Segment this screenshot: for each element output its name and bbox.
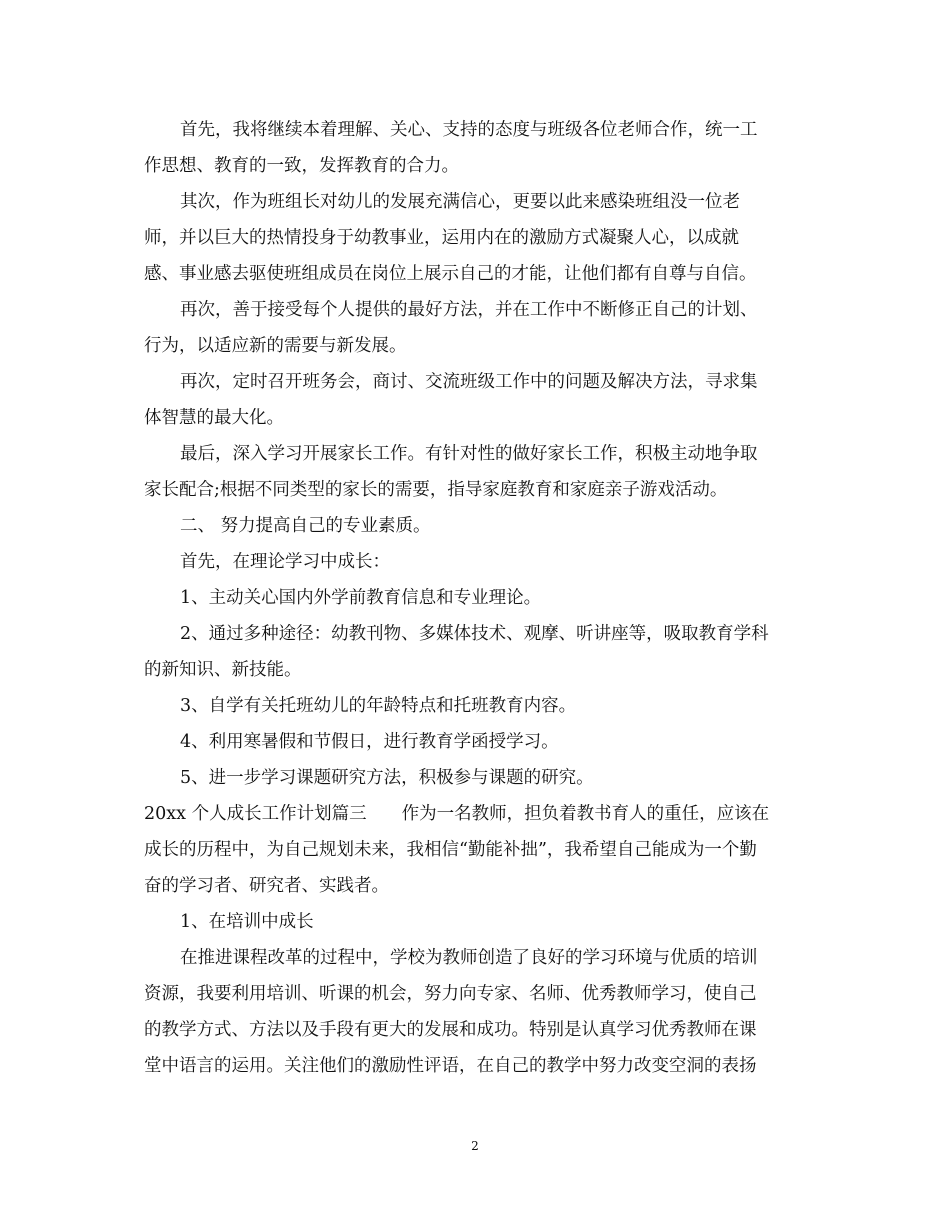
text-line: 感、事业感去驱使班组成员在岗位上展示自己的才能，让他们都有自尊与自信。 [144, 264, 757, 284]
text-line: 奋的学习者、研究者、实践者。 [144, 876, 389, 896]
text-line: 再次，善于接受每个人提供的最好方法，并在工作中不断修正自己的计划、 [180, 300, 758, 320]
text-line: 的新知识、新技能。 [144, 660, 302, 680]
text-line: 再次，定时召开班务会，商讨、交流班级工作中的问题及解决方法，寻求集 [180, 372, 758, 392]
text-line: 在推进课程改革的过程中，学校为教师创造了良好的学习环境与优质的培训 [180, 948, 758, 968]
list-item: 3、自学有关托班幼儿的年龄特点和托班教育内容。 [180, 696, 577, 716]
text-line: 师，并以巨大的热情投身于幼教事业，运用内在的激励方式凝聚人心，以成就 [144, 228, 739, 248]
text-line: 的教学方式、方法以及手段有更大的发展和成功。特别是认真学习优秀教师在课 [144, 1020, 757, 1040]
list-item: 1、主动关心国内外学前教育信息和专业理论。 [180, 588, 542, 608]
document-body [144, 112, 806, 1084]
section-heading: 二、 努力提高自己的专业素质。 [180, 516, 431, 536]
text-line: 成长的历程中，为自己规划未来，我相信“勤能补拙”，我希望自己能成为一个勤 [144, 840, 757, 860]
text-line: 行为，以适应新的需要与新发展。 [144, 336, 407, 356]
text-line: 首先，我将继续本着理解、关心、支持的态度与班级各位老师合作，统一工 [180, 120, 758, 140]
list-item: 1、在培训中成长 [180, 912, 314, 932]
text-line: 最后，深入学习开展家长工作。有针对性的做好家长工作，积极主动地争取 [180, 444, 758, 464]
text-line: 作思想、教育的一致，发挥教育的合力。 [144, 156, 459, 176]
list-item: 5、进一步学习课题研究方法，积极参与课题的研究。 [180, 768, 594, 788]
text-line: 首先，在理论学习中成长： [180, 552, 390, 572]
list-item: 2、通过多种途径：幼教刊物、多媒体技术、观摩、听讲座等，吸取教育学科 [180, 624, 769, 644]
text-line: 资源，我要利用培训、听课的机会，努力向专家、名师、优秀教师学习，使自己 [144, 984, 757, 1004]
page-number: 2 [471, 1139, 479, 1153]
text-line: 体智慧的最大化。 [144, 408, 284, 428]
article-title-line: 20xx 个人成长工作计划篇三 作为一名教师，担负着教书育人的重任，应该在 [144, 804, 770, 824]
list-item: 4、利用寒暑假和节假日，进行教育学函授学习。 [180, 732, 559, 752]
text-line: 家长配合;根据不同类型的家长的需要，指导家庭教育和家庭亲子游戏活动。 [144, 480, 728, 500]
text-line: 其次，作为班组长对幼儿的发展充满信心，更要以此来感染班组没一位老 [180, 192, 740, 212]
text-line: 堂中语言的运用。关注他们的激励性评语，在自己的教学中努力改变空洞的表扬 [144, 1056, 757, 1076]
